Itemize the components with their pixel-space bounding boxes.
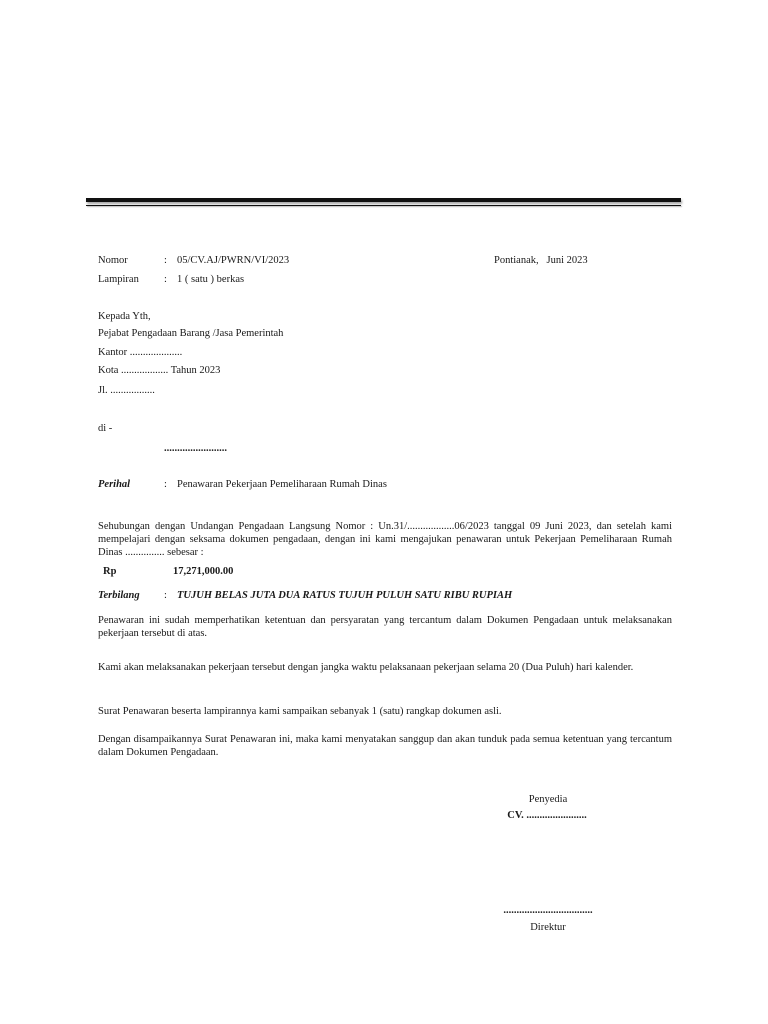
paragraph-1: Penawaran ini sudah memperhatikan ketentuan dan persyaratan yang tercantum dalam Dokumen Pengadaan untuk melaksanakan pekerjaan tersebut di atas. <box>98 615 672 639</box>
terbilang-label: Terbilang <box>98 590 140 601</box>
nomor-label: Nomor <box>98 255 128 266</box>
recipient-salutation: Kepada Yth, <box>98 311 151 322</box>
nomor-colon: : <box>164 255 167 266</box>
lampiran-value: 1 ( satu ) berkas <box>177 274 245 285</box>
offer-amount: 17,271,000.00 <box>173 566 234 577</box>
recipient-location: ........................ <box>164 443 227 454</box>
recipient-street: Jl. ................. <box>98 385 155 396</box>
signature-company: CV. ....................... <box>507 810 587 821</box>
place-date: Pontianak, Juni 2023 <box>494 255 588 266</box>
lampiran-label: Lampiran <box>98 274 139 285</box>
letterhead-rule-thin <box>86 205 681 206</box>
paragraph-3: Surat Penawaran beserta lampirannya kami sampaikan sebanyak 1 (satu) rangkap dokumen asli. <box>98 706 502 717</box>
recipient-title: Pejabat Pengadaan Barang /Jasa Pemerintah <box>98 328 284 339</box>
perihal-label: Perihal <box>98 479 131 490</box>
paragraph-4: Dengan disampaikannya Surat Penawaran ini, maka kami menyatakan sanggup dan akan tunduk pada semua ketentuan yang tercantum dalam Dokumen Pengadaan. <box>98 734 672 758</box>
signature-penyedia: Penyedia <box>528 794 568 805</box>
intro-paragraph: Sehubungan dengan Undangan Pengadaan Langsung Nomor : Un.31/..................06/2023 tanggal 09 Juni 2023, dan setelah kami mempelajari dengan seksama dokumen pengadaan, dengan ini kami mengajukan penawaran untuk Pekerjaan Pemeliharaan Rumah Dinas ............... sebesar : <box>98 521 672 558</box>
recipient-office: Kantor .................... <box>98 347 183 358</box>
perihal-colon: : <box>164 479 167 490</box>
recipient-city: Kota .................. Tahun 2023 <box>98 365 221 376</box>
terbilang-colon: : <box>164 590 167 601</box>
signature-title: Direktur <box>530 922 566 933</box>
nomor-value: 05/CV.AJ/PWRN/VI/2023 <box>177 255 290 266</box>
recipient-di: di - <box>98 423 113 434</box>
rp-label: Rp <box>103 566 117 577</box>
letterhead-rule-thick <box>86 198 681 202</box>
perihal-value: Penawaran Pekerjaan Pemeliharaan Rumah Dinas <box>177 479 387 490</box>
signature-name: .................................. <box>503 905 593 916</box>
lampiran-colon: : <box>164 274 167 285</box>
paragraph-2: Kami akan melaksanakan pekerjaan tersebut dengan jangka waktu pelaksanaan pekerjaan selama 20 (Dua Puluh) hari kalender. <box>98 662 634 673</box>
terbilang-value: TUJUH BELAS JUTA DUA RATUS TUJUH PULUH SATU RIBU RUPIAH <box>177 590 513 601</box>
